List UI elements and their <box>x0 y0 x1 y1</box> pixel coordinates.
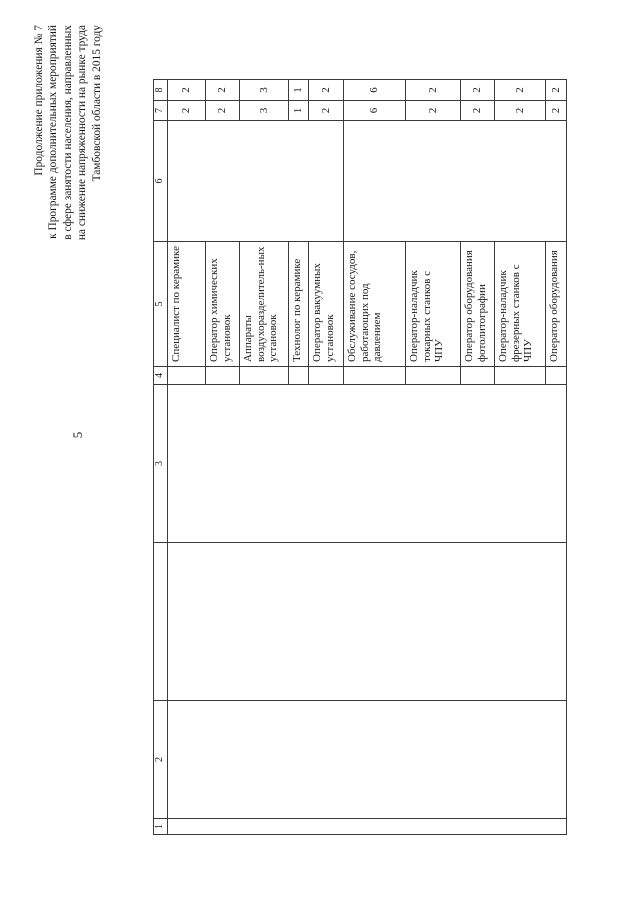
profession-cell: Оператор оборудования фотолитографии <box>461 242 495 367</box>
value-cell: 2 <box>495 80 546 101</box>
cell <box>406 367 461 385</box>
column-number: 2 <box>154 701 168 819</box>
page-number: 5 <box>70 431 85 439</box>
cell <box>344 121 567 242</box>
column-number: 1 <box>154 819 168 835</box>
cell <box>289 367 309 385</box>
value-cell: 2 <box>206 80 240 101</box>
cell <box>168 385 567 543</box>
profession-cell: Аппараты воздухоразделитель-ных установок <box>240 242 289 367</box>
profession-cell: Оператор-наладчик фрезерных станков с ЧПУ <box>495 242 546 367</box>
cell <box>168 121 344 242</box>
value-cell: 2 <box>546 80 567 101</box>
appendix-header <box>32 25 104 385</box>
value-cell: 6 <box>344 101 406 121</box>
cell <box>168 367 206 385</box>
value-cell: 2 <box>406 80 461 101</box>
value-cell: 2 <box>168 101 206 121</box>
column-number: 5 <box>154 242 168 367</box>
column-number <box>154 543 168 701</box>
cell <box>168 701 567 819</box>
profession-cell: Оператор-наладчик токарных станков с ЧПУ <box>406 242 461 367</box>
value-cell: 2 <box>461 101 495 121</box>
cell <box>495 367 546 385</box>
cell <box>344 367 406 385</box>
value-cell: 2 <box>461 80 495 101</box>
value-cell: 2 <box>309 80 344 101</box>
value-cell: 2 <box>546 101 567 121</box>
profession-cell: Специалист по керамике <box>168 242 206 367</box>
cell <box>168 819 567 835</box>
header-line: Тамбовской области в 2015 году <box>90 25 103 182</box>
professions-table <box>153 79 567 835</box>
cell <box>206 367 240 385</box>
cell <box>309 367 344 385</box>
value-cell: 6 <box>344 80 406 101</box>
header-line: в сфере занятости населения, направленных <box>61 25 74 240</box>
value-cell: 3 <box>240 101 289 121</box>
column-number: 7 <box>154 101 168 121</box>
column-number: 6 <box>154 121 168 242</box>
value-cell: 2 <box>309 101 344 121</box>
profession-cell: Оператор химических установок <box>206 242 240 367</box>
value-cell: 3 <box>240 80 289 101</box>
cell <box>461 367 495 385</box>
header-line: на снижение напряженности на рынке труда <box>76 25 89 241</box>
column-number: 4 <box>154 367 168 385</box>
profession-cell: Оператор вакуумных установок <box>309 242 344 367</box>
value-cell: 2 <box>206 101 240 121</box>
column-number-row <box>154 80 168 835</box>
column-number: 3 <box>154 385 168 543</box>
profession-cell: Обслуживание сосудов, работающих под давлением <box>344 242 406 367</box>
column-number: 8 <box>154 80 168 101</box>
value-cell: 1 <box>289 80 309 101</box>
cell <box>168 543 567 701</box>
header-line: Продолжение приложения № 7 <box>33 25 45 176</box>
value-cell: 1 <box>289 101 309 121</box>
header-line: к Программе дополнительных мероприятий <box>47 25 60 239</box>
profession-cell: Технолог по керамике <box>289 242 309 367</box>
profession-cell: Оператор оборудования <box>546 242 567 367</box>
cell <box>240 367 289 385</box>
value-cell: 2 <box>495 101 546 121</box>
value-cell: 2 <box>406 101 461 121</box>
value-cell: 2 <box>168 80 206 101</box>
table-row <box>168 80 206 835</box>
cell <box>546 367 567 385</box>
